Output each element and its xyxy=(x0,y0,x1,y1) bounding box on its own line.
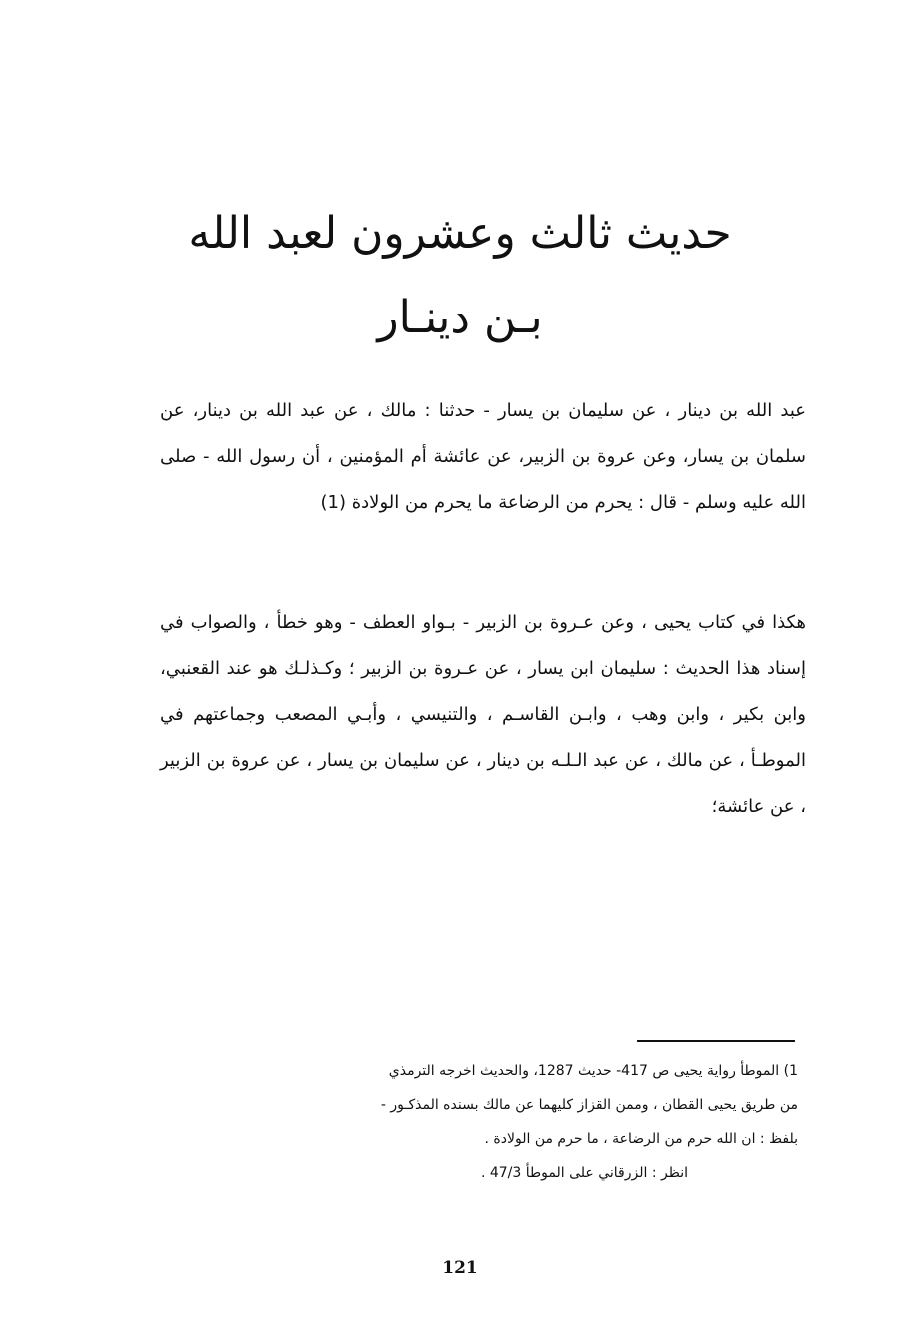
footnote-line: انظر : الزرقاني على الموطأ 47/3 . xyxy=(480,1165,688,1181)
footnotes xyxy=(150,1054,798,1190)
chapter-title-line-1: حديث ثالث وعشرون لعبد الله xyxy=(188,208,732,259)
footnote-divider xyxy=(637,1040,795,1042)
chapter-title xyxy=(120,192,800,360)
chapter-title-line-2: بـن دينـار xyxy=(377,292,543,343)
footnote-line: بلفظ : ان الله حرم من الرضاعة ، ما حرم من الولادة . xyxy=(484,1131,798,1147)
footnote-line: من طريق يحيى القطان ، وممن القزاز كليهما عن مالك بسنده المذكـور - xyxy=(380,1097,798,1113)
footnote-line: 1) الموطأ رواية يحيى ص 417- حديث 1287، والحديث اخرجه الترمذي xyxy=(388,1063,798,1079)
page-number: 121 xyxy=(442,1258,478,1278)
body-paragraph-2: هكذا في كتاب يحيى ، وعن عـروة بن الزبير - بـواو العطف - وهو خطأ ، والصواب في إسناد هذا الحديث : سليمان ابن يسار ، عن عـروة بن الزبير ؛ وكـذلـك هو عند القعنبي، وابن بكير ، وابن وهب ، وابـن القاسـم ، والتنيسي ، وأبـي المصعب وجماعتهم في الموطـأ ، عن مالك ، عن عبد الـلـه بن دينار ، عن سليمان بن يسار ، عن عروة بن الزبير ، عن عائشة؛ xyxy=(160,612,806,817)
body-paragraph-1: عبد الله بن دينار ، عن سليمان بن يسار - حدثنا : مالك ، عن عبد الله بن دينار، عن سلمان بن يسار، وعن عروة بن الزبير، عن عائشة أم المؤمنين ، أن رسول الله - صلى الله عليه وسلم - قال : يحرم من الرضاعة ما يحرم من الولادة (1) xyxy=(160,400,806,513)
